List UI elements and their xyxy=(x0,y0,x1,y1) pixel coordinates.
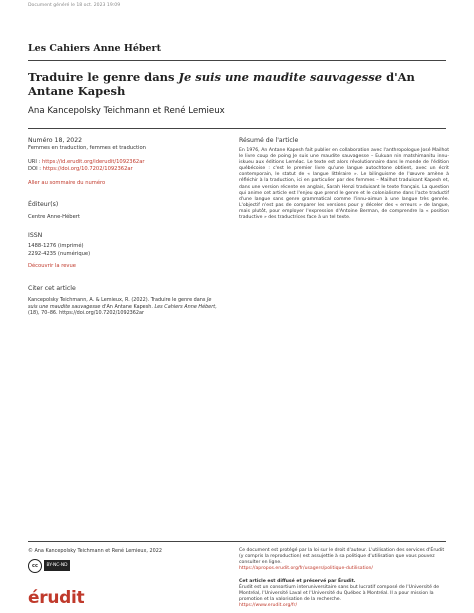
issn-print: 1488-1276 (imprimé) xyxy=(28,242,84,249)
issue-info xyxy=(28,137,218,317)
usage-policy-link[interactable]: https://apropos.erudit.org/fr/usagers/politique-dutilisation/ xyxy=(239,566,373,572)
authors-divider xyxy=(28,128,446,129)
diffusion-notice: Cet article est diffusé et préservé par Érudit. Érudit est un consortium interuniversitaire sans but lucratif composé de l'Université de Montréal, l'Université Laval et l'Université du Québec à Montréal. Il a pour mission la promotion et la valorisation de la recherche. https://www.erudit.org/fr/ xyxy=(239,579,449,609)
citation-heading: Citer cet article xyxy=(28,284,76,292)
issue-theme: Femmes en traduction, femmes et traduction xyxy=(28,145,146,151)
abstract-text: En 1976, An Antane Kapesh fait publier en collaboration avec l'anthropologue José Mailhot le livre coup de poing Je suis une maudite sauvagesse – Eukuan nin matshimanitu innu-iskueu aux éditions Leméac. Le texte est alors révolutionnaire dans le monde de l'édition québécoise : c'est le premier livre qu'une langue autochtone obtient, avec un écrit contemporain, le statut de « langue littéraire ». Le bilinguisme de l'œuvre amène à réfléchir à la traduction, ici en particulier par des femmes – Mailhot traduisant Kapesh et, dans une version récente en anglais, Sarah Henzi traduisant le texte français. La question qui anime cet article est l'enjeu que prend le genre et le colonialisme dans l'acte traductif d'une langue sans genre grammatical comme l'innu-aimun à une langue très genrée. L'objectif n'est pas de comparer les versions pour y déceler des « erreurs » de langue, mais plutôt, pour employer l'expression d'Antoine Berman, de comprendre la « position traductive » des traductrices face à un tel texte. xyxy=(239,148,449,221)
footer-divider xyxy=(28,541,446,542)
issn-digital: 2292-4235 (numérique) xyxy=(28,250,91,257)
issue-number: Numéro 18, 2022 xyxy=(28,137,83,144)
publisher-name: Centre Anne-Hébert xyxy=(28,214,80,221)
copyright: © Ana Kancepolsky Teichmann et René Lemieux, 2022 xyxy=(28,548,162,554)
erudit-link[interactable]: https://www.erudit.org/fr/ xyxy=(239,603,297,609)
uri-line: URI : https://id.erudit.org/iderudit/1092362ar xyxy=(28,158,145,165)
cc-icon: cc xyxy=(28,559,42,573)
abstract-heading: Résumé de l'article xyxy=(239,137,299,144)
generated-date: Document généré le 18 oct. 2023 19:09 xyxy=(28,3,121,8)
discover-journal-link[interactable]: Découvrir la revue xyxy=(28,263,76,270)
abstract-section xyxy=(239,137,449,221)
issn-heading: ISSN xyxy=(28,231,43,239)
doi-link[interactable]: https://doi.org/10.7202/1092362ar xyxy=(42,166,133,173)
cc-license-badge[interactable] xyxy=(28,558,72,573)
uri-link[interactable]: https://id.erudit.org/iderudit/1092362ar xyxy=(41,158,145,165)
journal-name[interactable]: Les Cahiers Anne Hébert xyxy=(28,43,161,54)
toc-link[interactable]: Aller au sommaire du numéro xyxy=(28,179,106,186)
article-authors: Ana Kancepolsky Teichmann et René Lemieux xyxy=(28,106,225,116)
publisher-heading: Éditeur(s) xyxy=(28,201,59,209)
rights-notice: Ce document est protégé par la loi sur le droit d'auteur. L'utilisation des services d'Érudit (y compris la reproduction) est assujettie à sa politique d'utilisation que vous pouvez consulter en ligne. https://apropos.erudit.org/fr/usagers/politique-dutilisation/ xyxy=(239,548,449,572)
doi-line: DOI : https://doi.org/10.7202/1092362ar xyxy=(28,166,133,173)
header-divider xyxy=(28,60,446,61)
diffusion-heading: Cet article est diffusé et préservé par Érudit. xyxy=(239,579,356,584)
citation-text: Kancepolsky Teichmann, A. & Lemieux, R. (2022). Traduire le genre dans Je suis une maudite sauvagesse d'An Antane Kapesh. Les Cahiers Anne Hébert, (18), 70–86. https://doi.org/10.7202/1092362ar xyxy=(28,296,217,317)
cc-by-nc-nd-tag: BY-NC-ND xyxy=(44,560,70,571)
erudit-logo[interactable]: érudit xyxy=(28,588,85,608)
article-title: Traduire le genre dans Je suis une maudite sauvagesse d'An Antane Kapesh xyxy=(28,70,415,98)
